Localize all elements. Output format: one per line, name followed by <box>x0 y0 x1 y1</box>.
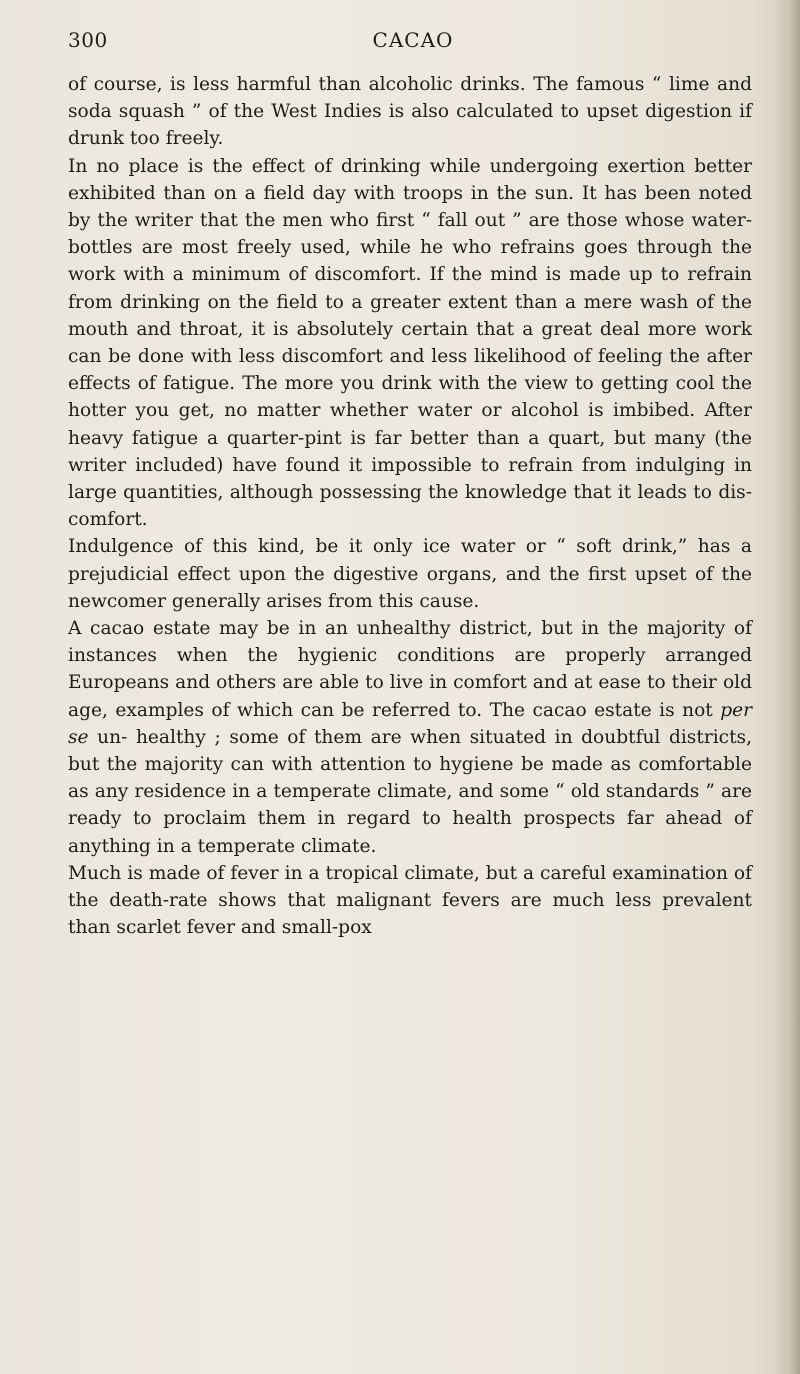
paragraph-1: of course, is less harmful than alcoholic drinks. The famous “ lime and soda squash ” of the West Indies is also calculated to upset digestion if drunk too freely. <box>68 74 752 150</box>
paragraph-4-before: A cacao estate may be in an unhealthy district, but in the majority of instances when the hygienic conditions are properly arranged Europeans and others are able to live in comfort and at ease to their old age, examples of which can be referred to. The cacao estate is not <box>68 618 752 721</box>
paragraph-5: Much is made of fever in a tropical climate, but a careful examination of the death-rate shows that malignant fevers are much less prevalent than scarlet fever and small-pox <box>68 862 752 939</box>
page-edge-shadow <box>774 0 800 1374</box>
paragraph-4-italic: per se <box>68 699 752 748</box>
paragraph-4-after: un- healthy ; some of them are when situated in doubtful districts, but the majority can with attention to hygiene be made as comfortable as any residence in a temperate climate, and some “ old standards ” are ready to proclaim them in regard to health prospects far ahead of anything in a temperate climate. <box>68 726 752 857</box>
page-header <box>68 28 758 62</box>
page-number: 300 <box>68 28 108 52</box>
paragraph-2: In no place is the effect of drinking while undergoing exertion better exhibited than on a field day with troops in the sun. It has been noted by the writer that the men who first “ fall out ” are those whose water-bottles are most freely used, while he who refrains goes through the work with a minimum of discomfort. If the mind is made up to refrain from drinking on the field to a greater extent than a mere wash of the mouth and throat, it is absolutely certain that a great deal more work can be done with less discomfort and less likelihood of feeling the after effects of fatigue. The more you drink with the view to getting cool the hotter you get, no matter whether water or alcohol is imbibed. After heavy fatigue a quarter-pint is far better than a quart, but many (the writer included) have found it impossible to refrain from indulging in large quantities, although possessing the knowledge that it leads to dis- comfort. <box>68 155 752 531</box>
running-head: CACAO <box>372 28 454 52</box>
paragraph-3: Indulgence of this kind, be it only ice water or “ soft drink,” has a prejudicial effect upon the digestive organs, and the first upset of the newcomer generally arises from this cause. <box>68 536 752 612</box>
body-text <box>68 71 752 942</box>
paragraph-4 <box>68 615 752 860</box>
